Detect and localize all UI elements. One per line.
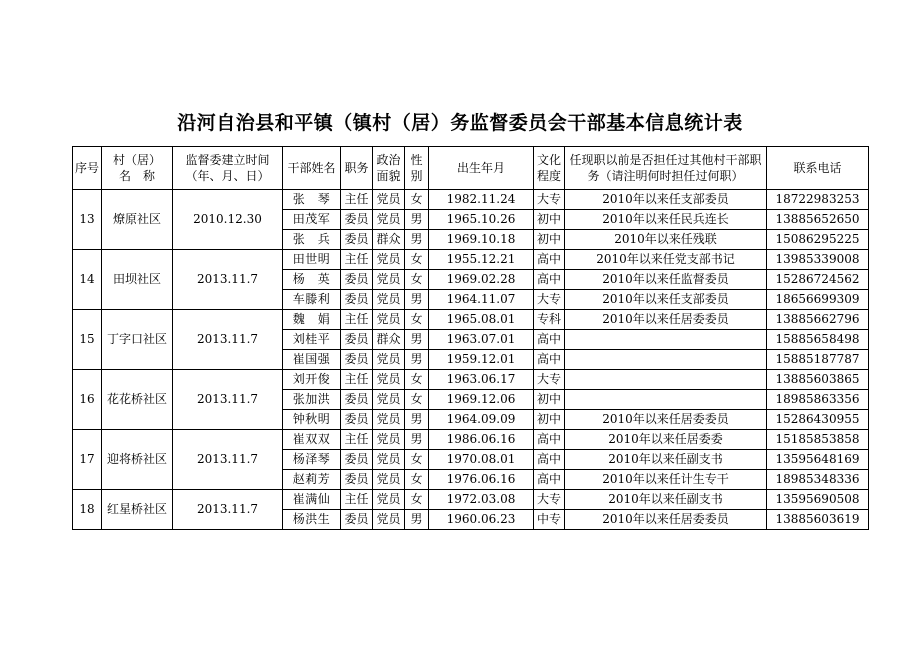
gender-cell: 男 — [405, 210, 429, 230]
gender-cell: 男 — [405, 330, 429, 350]
table-row — [73, 190, 869, 210]
position-cell: 委员 — [341, 290, 373, 310]
previous-cell: 2010年以来任居委委员 — [565, 310, 767, 330]
header-established — [173, 147, 283, 190]
phone-cell: 18656699309 — [767, 290, 869, 310]
gender-cell: 女 — [405, 450, 429, 470]
name-cell: 崔国强 — [283, 350, 341, 370]
previous-cell: 2010年以来任副支书 — [565, 490, 767, 510]
previous-cell: 2010年以来任支部委员 — [565, 290, 767, 310]
political-cell: 党员 — [373, 450, 405, 470]
gender-cell: 女 — [405, 250, 429, 270]
education-cell: 初中 — [534, 210, 565, 230]
header-political-line2: 面貌 — [376, 169, 401, 183]
position-cell: 委员 — [341, 330, 373, 350]
seq-cell: 13 — [73, 190, 102, 250]
political-cell: 党员 — [373, 190, 405, 210]
established-cell: 2013.11.7 — [173, 310, 283, 370]
village-cell: 迎将桥社区 — [102, 430, 173, 490]
page-title: 沿河自治县和平镇（镇村（居）务监督委员会干部基本信息统计表 — [177, 112, 743, 134]
position-cell: 委员 — [341, 450, 373, 470]
header-village-line1: 村（居） — [112, 153, 161, 167]
gender-cell: 女 — [405, 370, 429, 390]
position-cell: 委员 — [341, 410, 373, 430]
position-cell: 主任 — [341, 370, 373, 390]
previous-cell: 2010年以来任居委委 — [565, 430, 767, 450]
gender-cell: 男 — [405, 230, 429, 250]
header-established-line1: 监督委建立时间 — [185, 153, 270, 167]
position-cell: 委员 — [341, 350, 373, 370]
gender-cell: 男 — [405, 350, 429, 370]
political-cell: 党员 — [373, 490, 405, 510]
gender-cell: 女 — [405, 390, 429, 410]
birth-cell: 1963.06.17 — [429, 370, 534, 390]
birth-cell: 1965.08.01 — [429, 310, 534, 330]
village-cell: 花花桥社区 — [102, 370, 173, 430]
name-cell: 赵莉芳 — [283, 470, 341, 490]
education-cell: 高中 — [534, 350, 565, 370]
education-cell: 专科 — [534, 310, 565, 330]
political-cell: 党员 — [373, 210, 405, 230]
phone-cell: 18985863356 — [767, 390, 869, 410]
header-previous: 任现职以前是否担任过其他村干部职务（请注明何时担任过何职） — [565, 147, 767, 190]
phone-cell: 13885603865 — [767, 370, 869, 390]
political-cell: 群众 — [373, 230, 405, 250]
cadre-info-table — [72, 146, 869, 530]
village-cell: 田坝社区 — [102, 250, 173, 310]
name-cell: 田茂军 — [283, 210, 341, 230]
established-cell: 2013.11.7 — [173, 490, 283, 530]
gender-cell: 男 — [405, 410, 429, 430]
established-cell: 2013.11.7 — [173, 250, 283, 310]
gender-cell: 女 — [405, 270, 429, 290]
education-cell: 高中 — [534, 470, 565, 490]
established-cell: 2013.11.7 — [173, 430, 283, 490]
header-birth: 出生年月 — [429, 147, 534, 190]
political-cell: 党员 — [373, 410, 405, 430]
gender-cell: 女 — [405, 310, 429, 330]
name-cell: 杨 英 — [283, 270, 341, 290]
header-village-line2: 名 称 — [118, 169, 155, 183]
phone-cell: 13885603619 — [767, 510, 869, 530]
position-cell: 主任 — [341, 250, 373, 270]
previous-cell: 2010年以来任党支部书记 — [565, 250, 767, 270]
gender-cell: 男 — [405, 430, 429, 450]
name-cell: 刘开俊 — [283, 370, 341, 390]
table-row — [73, 310, 869, 330]
header-established-line2: （年、月、日） — [185, 169, 270, 183]
political-cell: 党员 — [373, 370, 405, 390]
birth-cell: 1955.12.21 — [429, 250, 534, 270]
position-cell: 主任 — [341, 490, 373, 510]
position-cell: 委员 — [341, 210, 373, 230]
political-cell: 党员 — [373, 430, 405, 450]
gender-cell: 男 — [405, 510, 429, 530]
previous-cell: 2010年以来任副支书 — [565, 450, 767, 470]
political-cell: 党员 — [373, 390, 405, 410]
header-political-line1: 政治 — [376, 153, 401, 167]
header-phone: 联系电话 — [767, 147, 869, 190]
education-cell: 大专 — [534, 370, 565, 390]
position-cell: 主任 — [341, 310, 373, 330]
birth-cell: 1972.03.08 — [429, 490, 534, 510]
name-cell: 钟秋明 — [283, 410, 341, 430]
education-cell: 高中 — [534, 270, 565, 290]
village-cell: 燎原社区 — [102, 190, 173, 250]
name-cell: 张加洪 — [283, 390, 341, 410]
table-row — [73, 430, 869, 450]
political-cell: 党员 — [373, 470, 405, 490]
established-cell: 2010.12.30 — [173, 190, 283, 250]
previous-cell: 2010年以来任监督委员 — [565, 270, 767, 290]
header-village — [102, 147, 173, 190]
birth-cell: 1965.10.26 — [429, 210, 534, 230]
phone-cell: 15885658498 — [767, 330, 869, 350]
name-cell: 杨洪生 — [283, 510, 341, 530]
position-cell: 委员 — [341, 510, 373, 530]
birth-cell: 1964.11.07 — [429, 290, 534, 310]
seq-cell: 14 — [73, 250, 102, 310]
gender-cell: 女 — [405, 490, 429, 510]
phone-cell: 18985348336 — [767, 470, 869, 490]
position-cell: 委员 — [341, 390, 373, 410]
header-political — [373, 147, 405, 190]
gender-cell: 女 — [405, 470, 429, 490]
education-cell: 高中 — [534, 450, 565, 470]
header-gender-line2: 别 — [410, 169, 423, 183]
birth-cell: 1970.08.01 — [429, 450, 534, 470]
name-cell: 张 兵 — [283, 230, 341, 250]
previous-cell: 2010年以来任残联 — [565, 230, 767, 250]
position-cell: 委员 — [341, 230, 373, 250]
birth-cell: 1976.06.16 — [429, 470, 534, 490]
political-cell: 党员 — [373, 250, 405, 270]
gender-cell: 男 — [405, 290, 429, 310]
name-cell: 刘桂平 — [283, 330, 341, 350]
seq-cell: 15 — [73, 310, 102, 370]
header-gender — [405, 147, 429, 190]
birth-cell: 1969.10.18 — [429, 230, 534, 250]
education-cell: 高中 — [534, 330, 565, 350]
position-cell: 委员 — [341, 470, 373, 490]
previous-cell — [565, 390, 767, 410]
village-cell: 红星桥社区 — [102, 490, 173, 530]
header-seq: 序号 — [73, 147, 102, 190]
table-row — [73, 250, 869, 270]
birth-cell: 1982.11.24 — [429, 190, 534, 210]
education-cell: 高中 — [534, 250, 565, 270]
name-cell: 崔双双 — [283, 430, 341, 450]
name-cell: 车滕利 — [283, 290, 341, 310]
seq-cell: 18 — [73, 490, 102, 530]
birth-cell: 1960.06.23 — [429, 510, 534, 530]
political-cell: 党员 — [373, 310, 405, 330]
education-cell: 初中 — [534, 230, 565, 250]
previous-cell: 2010年以来任居委委员 — [565, 410, 767, 430]
political-cell: 党员 — [373, 350, 405, 370]
education-cell: 大专 — [534, 490, 565, 510]
political-cell: 党员 — [373, 290, 405, 310]
position-cell: 委员 — [341, 270, 373, 290]
previous-cell: 2010年以来任民兵连长 — [565, 210, 767, 230]
phone-cell: 13885652650 — [767, 210, 869, 230]
education-cell: 初中 — [534, 390, 565, 410]
birth-cell: 1964.09.09 — [429, 410, 534, 430]
phone-cell: 15885187787 — [767, 350, 869, 370]
header-name: 干部姓名 — [283, 147, 341, 190]
phone-cell: 13595648169 — [767, 450, 869, 470]
phone-cell: 18722983253 — [767, 190, 869, 210]
name-cell: 崔满仙 — [283, 490, 341, 510]
phone-cell: 13595690508 — [767, 490, 869, 510]
birth-cell: 1969.02.28 — [429, 270, 534, 290]
phone-cell: 13985339008 — [767, 250, 869, 270]
established-cell: 2013.11.7 — [173, 370, 283, 430]
table-row — [73, 370, 869, 390]
name-cell: 田世明 — [283, 250, 341, 270]
previous-cell — [565, 330, 767, 350]
name-cell: 魏 娟 — [283, 310, 341, 330]
previous-cell — [565, 350, 767, 370]
header-education-line1: 文化 — [536, 153, 561, 167]
phone-cell: 15185853858 — [767, 430, 869, 450]
seq-cell: 17 — [73, 430, 102, 490]
previous-cell: 2010年以来任居委委员 — [565, 510, 767, 530]
education-cell: 大专 — [534, 190, 565, 210]
seq-cell: 16 — [73, 370, 102, 430]
education-cell: 大专 — [534, 290, 565, 310]
education-cell: 初中 — [534, 410, 565, 430]
previous-cell: 2010年以来任支部委员 — [565, 190, 767, 210]
name-cell: 张 琴 — [283, 190, 341, 210]
phone-cell: 15086295225 — [767, 230, 869, 250]
position-cell: 主任 — [341, 190, 373, 210]
header-gender-line1: 性 — [410, 153, 423, 167]
header-education — [534, 147, 565, 190]
birth-cell: 1959.12.01 — [429, 350, 534, 370]
birth-cell: 1963.07.01 — [429, 330, 534, 350]
phone-cell: 13885662796 — [767, 310, 869, 330]
name-cell: 杨泽琴 — [283, 450, 341, 470]
gender-cell: 女 — [405, 190, 429, 210]
education-cell: 中专 — [534, 510, 565, 530]
education-cell: 高中 — [534, 430, 565, 450]
birth-cell: 1986.06.16 — [429, 430, 534, 450]
political-cell: 党员 — [373, 510, 405, 530]
previous-cell: 2010年以来任计生专干 — [565, 470, 767, 490]
village-cell: 丁字口社区 — [102, 310, 173, 370]
table-header-row — [73, 147, 869, 190]
political-cell: 党员 — [373, 270, 405, 290]
phone-cell: 15286430955 — [767, 410, 869, 430]
header-position: 职务 — [341, 147, 373, 190]
political-cell: 群众 — [373, 330, 405, 350]
table-row — [73, 490, 869, 510]
previous-cell — [565, 370, 767, 390]
header-education-line2: 程度 — [536, 169, 561, 183]
birth-cell: 1969.12.06 — [429, 390, 534, 410]
phone-cell: 15286724562 — [767, 270, 869, 290]
position-cell: 主任 — [341, 430, 373, 450]
